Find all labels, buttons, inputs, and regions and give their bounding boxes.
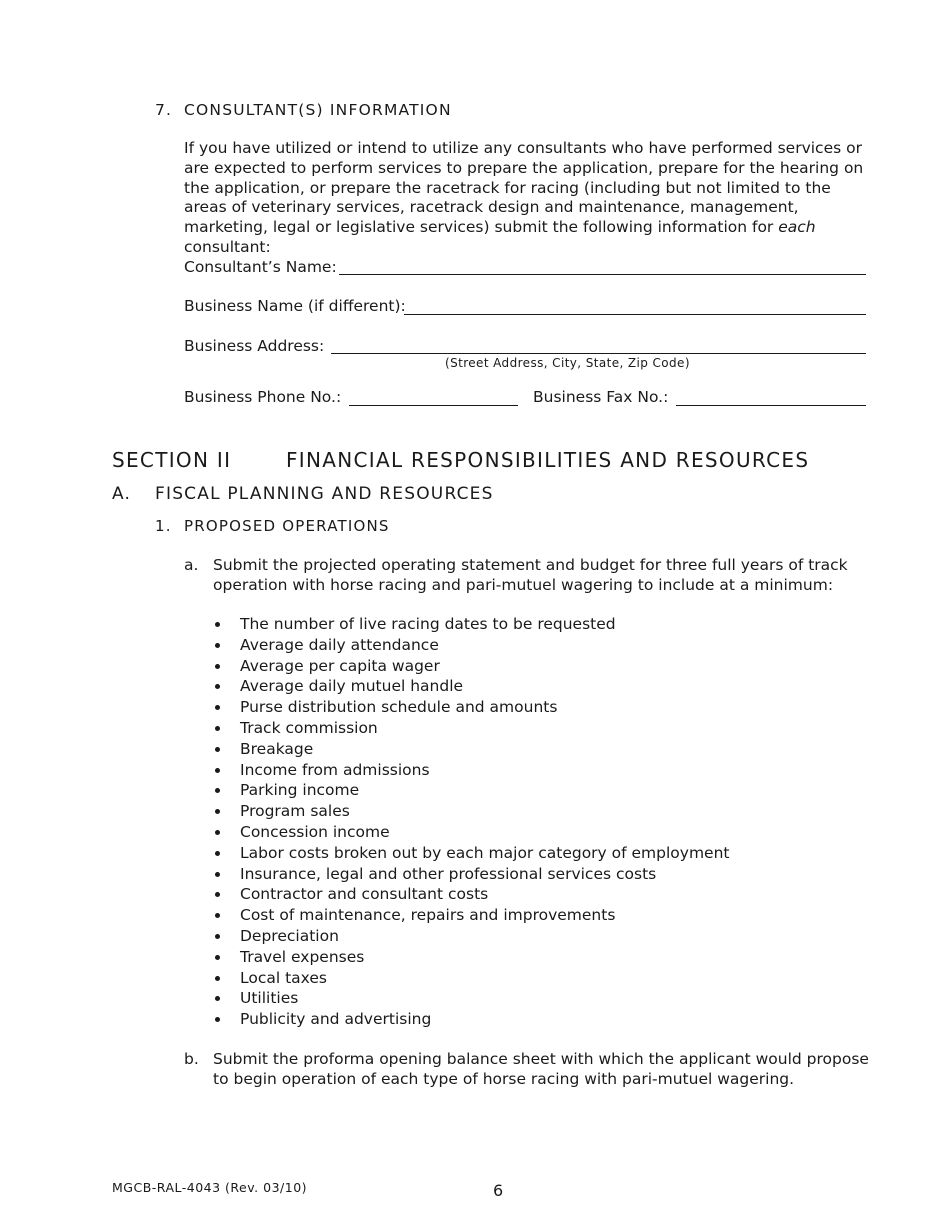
bullet-icon [215,851,220,856]
business-address-field[interactable] [331,353,866,354]
bullet-icon [215,684,220,689]
consultants-number: 7. [155,101,173,119]
bullet-icon [215,705,220,710]
business-fax-label: Business Fax No.: [533,388,669,406]
list-item: Utilities [213,988,730,1009]
part-b-text: Submit the proforma opening balance sheet with which the applicant would propose to begin operation of each type of horse racing with pari-mutuel wagering. [213,1050,869,1088]
consultants-intro-end: consultant: [184,237,271,256]
bullet-icon [215,892,220,897]
item-number: 1. [155,517,172,535]
item-title: PROPOSED OPERATIONS [184,517,390,535]
business-name-field[interactable] [404,314,866,315]
part-a-letter: a. [184,556,199,574]
consultant-name-label: Consultant’s Name: [184,258,337,276]
bullet-icon [215,913,220,918]
list-item: Publicity and advertising [213,1009,730,1030]
bullet-icon [215,643,220,648]
list-item: Program sales [213,801,730,822]
subsection-title: FISCAL PLANNING AND RESOURCES [155,484,494,504]
list-item: Average daily attendance [213,635,730,656]
list-item: Insurance, legal and other professional services costs [213,864,730,885]
business-address-label: Business Address: [184,337,325,355]
list-item: Purse distribution schedule and amounts [213,697,730,718]
list-item: Average per capita wager [213,656,730,677]
bullet-icon [215,1017,220,1022]
bullet-icon [215,976,220,981]
consultants-intro-emphasis: each [778,218,816,237]
bullet-icon [215,830,220,835]
bullet-icon [215,664,220,669]
consultants-intro-text: If you have utilized or intend to utilize any consultants who have performed services or are expected to perform services to prepare the application, prepare for the hearing on the application, or prepare the racetrack for racing (including but not limited to the areas of veterinary services, racetrack design and maintenance, management, marketing, legal or legislative services) submit the following information for [184,139,864,237]
list-item: Travel expenses [213,947,730,968]
bullet-icon [215,955,220,960]
bullet-icon [215,809,220,814]
bullet-icon [215,747,220,752]
section-title: FINANCIAL RESPONSIBILITIES AND RESOURCES [286,448,810,472]
list-item: Cost of maintenance, repairs and improvements [213,905,730,926]
list-item: The number of live racing dates to be requested [213,614,730,635]
bullet-icon [215,872,220,877]
subsection-letter: A. [112,484,132,504]
list-item: Income from admissions [213,760,730,781]
bullet-icon [215,622,220,627]
footer-form-id: MGCB-RAL-4043 (Rev. 03/10) [112,1180,308,1195]
list-item: Concession income [213,822,730,843]
list-item: Labor costs broken out by each major category of employment [213,843,730,864]
consultants-intro [184,139,868,258]
business-phone-field[interactable] [349,405,518,406]
bullet-icon [215,768,220,773]
business-address-hint: (Street Address, City, State, Zip Code) [445,356,690,370]
bullet-icon [215,996,220,1001]
business-name-label: Business Name (if different): [184,297,406,315]
part-a-bullet-list [213,614,730,1030]
consultant-name-field[interactable] [339,274,866,275]
bullet-icon [215,726,220,731]
list-item: Average daily mutuel handle [213,676,730,697]
business-phone-label: Business Phone No.: [184,388,342,406]
part-a-text: Submit the projected operating statement and budget for three full years of track operation with horse racing and pari-mutuel wagering to include at a minimum: [213,556,848,594]
list-item: Local taxes [213,968,730,989]
list-item: Depreciation [213,926,730,947]
list-item: Breakage [213,739,730,760]
consultants-heading: CONSULTANT(S) INFORMATION [184,101,452,119]
business-fax-field[interactable] [676,405,866,406]
list-item: Track commission [213,718,730,739]
section-label: SECTION II [112,448,232,472]
list-item: Contractor and consultant costs [213,884,730,905]
page-number: 6 [493,1181,504,1200]
part-b-letter: b. [184,1050,199,1068]
list-item: Parking income [213,780,730,801]
bullet-icon [215,934,220,939]
bullet-icon [215,788,220,793]
